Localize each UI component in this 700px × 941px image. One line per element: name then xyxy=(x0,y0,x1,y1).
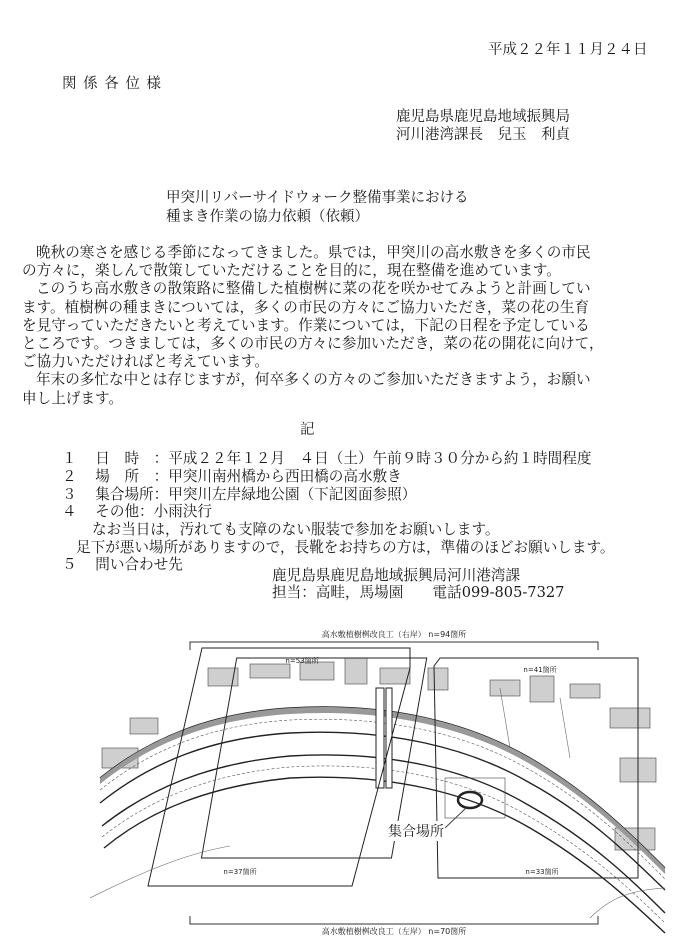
sender-person: 河川港湾課長 兒玉 利貞 xyxy=(396,127,570,143)
item-value: 小雨決行 xyxy=(153,503,213,520)
item-num: ３ xyxy=(62,486,77,503)
body-line: を見守っていただきたいと考えています。作業については，下記の日程を予定している xyxy=(22,316,590,334)
map-n37-label: n=37箇所 xyxy=(223,868,257,876)
map-n41-label: n=41箇所 xyxy=(523,666,557,674)
item-label: その他： xyxy=(95,503,154,520)
contact-person: 担当：高畦，馬場園 電話099-805-7327 xyxy=(272,584,565,601)
item-value: 甲突川南州橋から西田橋の高水敷き xyxy=(168,468,402,485)
body-line: このうち高水敷きの散策路に整備した植樹桝に菜の花を咲かせてみようと計画してい xyxy=(36,280,591,298)
body-line: ところです。つきましては，多くの市民の方々に参加いただき，菜の花の開花に向けて， xyxy=(22,335,604,353)
map-top-label: 高水敷植樹桝改良工（右岸） n=94箇所 xyxy=(321,630,467,639)
item-4-note-2: 足下が悪い場所がありますので，長靴をお持ちの方は，準備のほどお願いします。 xyxy=(76,539,615,556)
body-text xyxy=(22,244,678,408)
subject-line-1: 甲突川リバーサイドウォーク整備事業における xyxy=(166,190,469,206)
item-value: 甲突川左岸緑地公園（下記図面参照） xyxy=(168,486,417,503)
item-label: 集合場所： xyxy=(95,486,169,503)
item-4-note-1: なお当日は，汚れても支障のない服装で参加をお願いします。 xyxy=(92,521,500,538)
body-line: の方々に，楽しんで散策していただけることを目的に，現在整備を進めています。 xyxy=(22,262,561,280)
ki-heading: 記 xyxy=(300,422,315,438)
body-line: 晩秋の寒さを感じる季節になってきました。県では，甲突川の高水敷きを多くの市民 xyxy=(36,244,591,261)
sender-org: 鹿児島県鹿児島地域振興局 xyxy=(396,109,570,125)
addressee: 関 係 各 位 様 xyxy=(62,76,162,92)
body-line: ます。植樹桝の種まきについては，多くの市民の方々にご協力いただき，菜の花の生育 xyxy=(22,298,590,316)
item-value: 平成２２年１２月 ４日（土）午前９時３０分から約１時間程度 xyxy=(168,450,592,467)
body-line: 申し上げます。 xyxy=(22,389,123,407)
item-5 xyxy=(62,553,183,574)
body-line: ご協力いただければと考えています。 xyxy=(22,353,269,371)
item-label: 日 時 ： xyxy=(95,450,169,467)
map-n33-label: n=33箇所 xyxy=(525,868,559,876)
map-n53-label: n=53箇所 xyxy=(285,657,319,665)
contact-org: 鹿児島県鹿児島地域振興局河川港湾課 xyxy=(272,567,521,584)
item-num: ５ xyxy=(62,556,77,573)
map-meeting-place-label: 集合場所 xyxy=(388,824,444,840)
item-num: １ xyxy=(62,450,77,467)
document-date: 平成２２年１１月２４日 xyxy=(488,42,648,58)
subject-line-2: 種まき作業の協力依頼（依頼） xyxy=(166,209,369,225)
map-bottom-label: 高水敷植樹桝改良工（左岸） n=70箇所 xyxy=(321,927,467,936)
item-num: ４ xyxy=(62,503,77,520)
site-map xyxy=(90,628,670,938)
item-num: ２ xyxy=(62,468,77,485)
body-line: 年末の多忙な中とは存じますが，何卒多くの方々のご参加いただきますよう，お願い xyxy=(36,371,591,389)
item-label: 問い合わせ先 xyxy=(95,556,183,573)
item-label: 場 所 ： xyxy=(95,468,169,485)
